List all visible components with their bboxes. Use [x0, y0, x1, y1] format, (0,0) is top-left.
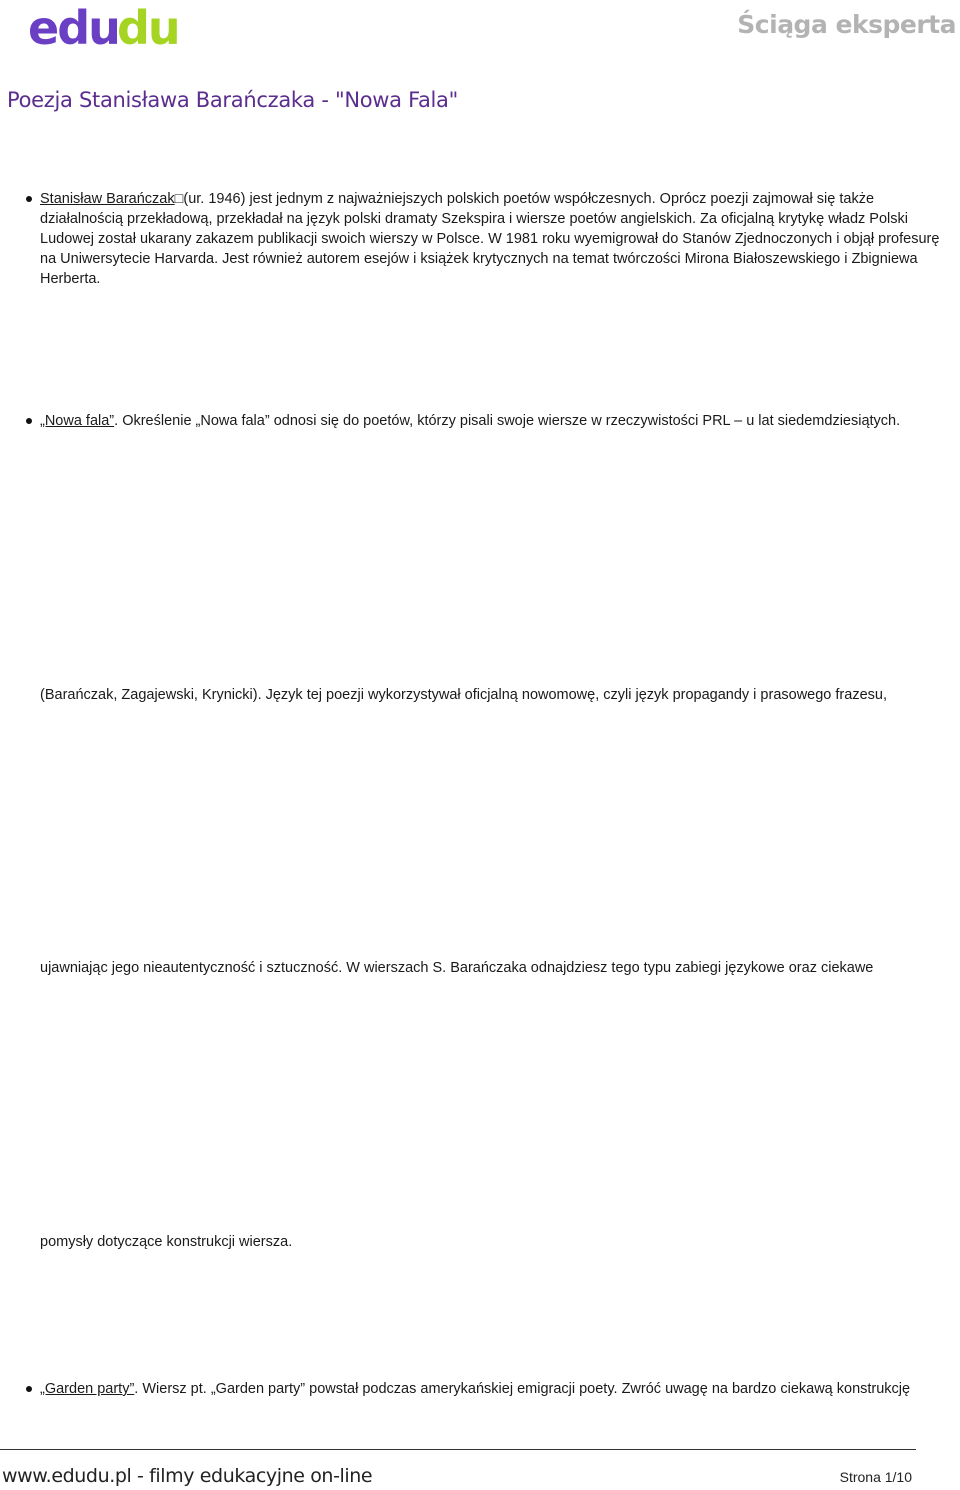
footer-site-link[interactable]: www.edudu.pl - filmy edukacyjne on-line — [2, 1465, 373, 1487]
link-stanislaw-baranczak[interactable]: Stanisław Barańczak — [40, 191, 175, 207]
svg-text:edu: edu — [28, 4, 119, 52]
link-nowa-fala[interactable]: „Nowa fala” — [40, 413, 115, 429]
bullet-icon — [26, 1386, 32, 1392]
footer-divider — [0, 1449, 916, 1450]
item-text: . Określenie „Nowa fala” odnosi się do poetów, którzy pisali swoje wiersze w rzeczywistości PRL – u lat siedemdziesiątych. — [114, 413, 901, 429]
document-title: Poezja Stanisława Barańczaka - "Nowa Fala" — [7, 88, 458, 112]
list-item-nowa-fala — [40, 411, 958, 431]
paragraph-continuation: ujawniając jego nieautentyczność i sztuczność. W wierszach S. Barańczaka odnajdziesz tego typu zabiegi językowe oraz ciekawe — [40, 960, 874, 976]
list-item-garden-party — [40, 1379, 958, 1399]
edudu-logo[interactable] — [28, 4, 190, 52]
item-text: (ur. 1946) jest jednym z najważniejszych polskich poetów współczesnych. Oprócz poezji zajmował się także działalnością przekładową, przekładał na język polski dramaty Szekspira i wiersze poetów angielskich. Za oficjalną krytykę władz Polski Ludowej został ukarany zakazem publikacji swoich wierszy w Polsce. W 1981 roku wyemigrował do Stanów Zjednoczonych i objął profesurę na Uniwersytecie Harvarda. Jest również autorem esejów i książek krytycznych na temat twórczości Mirona Białoszewskiego i Zbigniewa Herberta. — [40, 191, 940, 287]
bullet-icon — [26, 196, 32, 202]
bullet-icon — [26, 418, 32, 424]
page-number: Strona 1/10 — [839, 1469, 912, 1485]
item-text: . Wiersz pt. „Garden party” powstał podczas amerykańskiej emigracji poety. Zwróć uwagę na bardzo ciekawą konstrukcję — [134, 1381, 911, 1397]
brand-tagline: Ściąga eksperta — [737, 10, 956, 39]
paragraph-continuation: (Barańczak, Zagajewski, Krynicki). Język tej poezji wykorzystywał oficjalną nowomowę, czyli język propagandy i prasowego frazesu, — [40, 687, 887, 703]
link-garden-party[interactable]: „Garden party” — [40, 1381, 135, 1397]
page-header — [0, 0, 960, 60]
svg-text:du: du — [117, 4, 179, 52]
paragraph-continuation: pomysły dotyczące konstrukcji wiersza. — [40, 1234, 293, 1250]
list-item-baranczak-bio — [40, 189, 958, 289]
missing-glyph-box: □ — [174, 191, 184, 207]
